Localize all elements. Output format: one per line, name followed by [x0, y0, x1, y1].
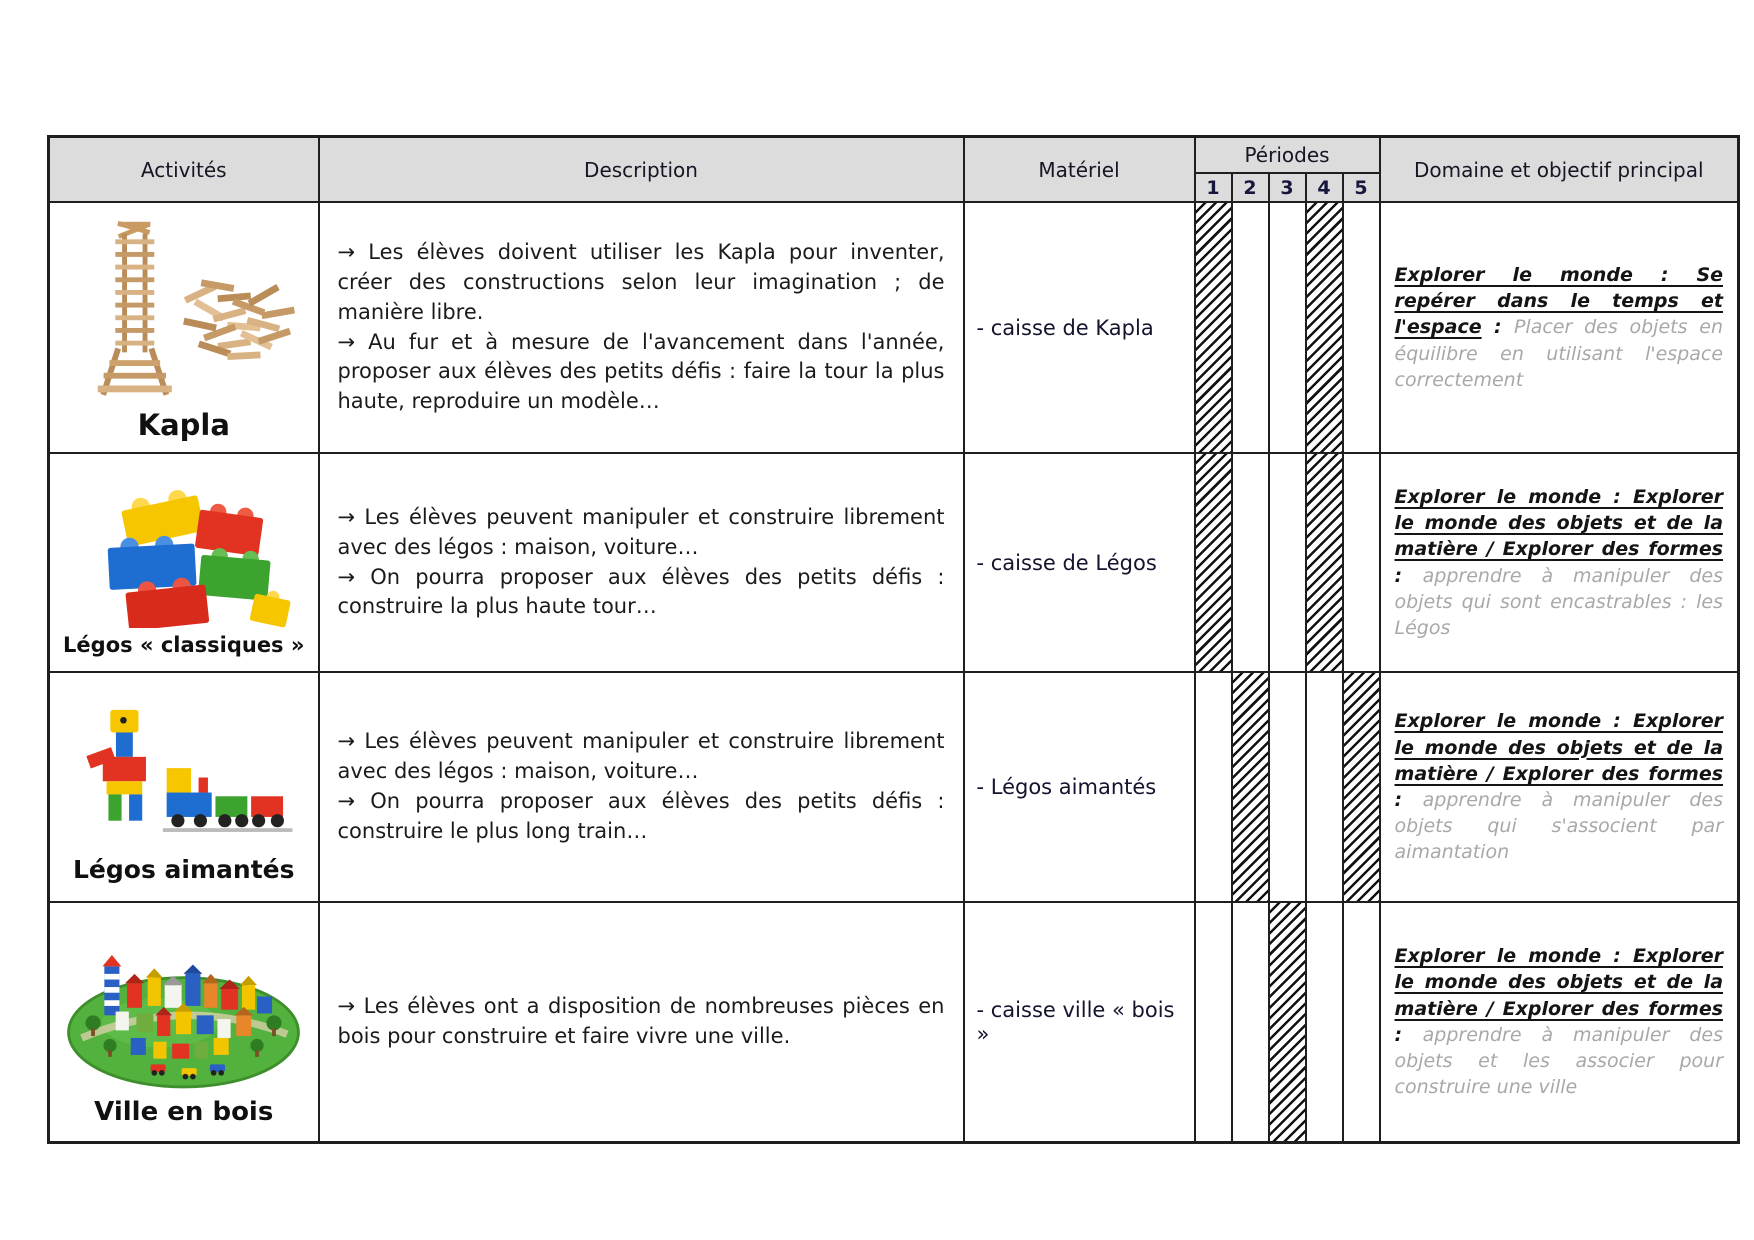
period-cell-4	[1306, 202, 1343, 453]
table-row-ville-en-bois	[49, 902, 1739, 1142]
activity-cell-legos-classiques	[49, 453, 319, 672]
column-header-domaine: Domaine et objectif principal	[1380, 137, 1739, 203]
period-cell-2	[1232, 202, 1269, 453]
period-number-2: 2	[1232, 173, 1269, 202]
period-cell-5	[1343, 902, 1380, 1142]
period-cell-1	[1195, 672, 1232, 902]
materiel-cell: - caisse de Kapla	[964, 202, 1195, 453]
description-cell	[319, 453, 964, 672]
activity-label: Légos aimantés	[73, 855, 295, 885]
period-cell-3	[1269, 902, 1306, 1142]
activity-label: Kapla	[137, 407, 230, 442]
column-header-periodes: Périodes	[1195, 137, 1380, 174]
description-cell	[319, 672, 964, 902]
table-row-kapla	[49, 202, 1739, 453]
activities-table	[47, 135, 1740, 1144]
description-paragraph: → On pourra proposer aux élèves des petits défis : construire le plus long train…	[337, 789, 945, 843]
description-paragraph: → Les élèves peuvent manipuler et construire librement avec des légos : maison, voiture…	[337, 504, 945, 559]
activity-cell-kapla	[49, 202, 319, 453]
period-number-3: 3	[1269, 173, 1306, 202]
domaine-objective: apprendre à manipuler des objets qui s'associent par aimantation	[1394, 789, 1724, 864]
duplo-bricks-photo	[71, 468, 296, 628]
table-row-legos-classiques	[49, 453, 1739, 672]
description-paragraph: → Les élèves ont a disposition de nombreuses pièces en bois pour construire et faire vivre une ville.	[337, 993, 945, 1048]
magnetic-blocks-photo	[69, 690, 299, 850]
domaine-objective: Placer des objets en équilibre en utilisant l'espace correctement	[1394, 316, 1724, 391]
activity-cell-ville-en-bois	[49, 902, 319, 1142]
domaine-title: Explorer le monde : Se repérer dans le temps et l'espace	[1394, 263, 1724, 339]
table-row-legos-aimantes	[49, 672, 1739, 902]
period-cell-5	[1343, 672, 1380, 902]
kapla-tower-photo	[66, 214, 301, 404]
period-cell-4	[1306, 672, 1343, 902]
period-cell-2	[1232, 672, 1269, 902]
activity-label: Légos « classiques »	[63, 632, 305, 657]
description-paragraph: → On pourra proposer aux élèves des petits défis : construire la plus haute tour…	[337, 564, 945, 619]
domaine-cell: Explorer le monde : Se repérer dans le temps et l'espace : Placer des objets en équilibre en utilisant l'espace correctement	[1380, 202, 1739, 453]
period-cell-3	[1269, 672, 1306, 902]
activity-label: Ville en bois	[94, 1096, 274, 1127]
domaine-cell: Explorer le monde : Explorer le monde des objets et de la matière / Explorer des formes : apprendre à manipuler des objets qui s'associent par aimantation	[1380, 672, 1739, 902]
description-paragraph: → Au fur et à mesure de l'avancement dans l'année, proposer aux élèves des petits défis : faire la tour la plus haute, reproduire un modèle…	[337, 329, 945, 414]
domaine-title: Explorer le monde : Explorer le monde des objets et de la matière / Explorer des formes	[1394, 945, 1724, 1020]
period-cell-1	[1195, 902, 1232, 1142]
period-cell-4	[1306, 902, 1343, 1142]
column-header-description: Description	[319, 137, 964, 203]
period-cell-1	[1195, 453, 1232, 672]
description-cell	[319, 202, 964, 453]
period-cell-2	[1232, 453, 1269, 672]
description-paragraph: → Les élèves doivent utiliser les Kapla pour inventer, créer des constructions selon leur imagination ; de manière libre.	[337, 240, 945, 324]
domaine-title: Explorer le monde : Explorer le monde des objets et de la matière / Explorer des formes	[1394, 485, 1724, 561]
period-number-5: 5	[1343, 173, 1380, 202]
period-number-1: 1	[1195, 173, 1232, 202]
activity-cell-legos-aimantes	[49, 672, 319, 902]
period-cell-2	[1232, 902, 1269, 1142]
column-header-activites: Activités	[49, 137, 319, 203]
period-cell-1	[1195, 202, 1232, 453]
description-cell	[319, 902, 964, 1142]
period-cell-5	[1343, 202, 1380, 453]
period-number-4: 4	[1306, 173, 1343, 202]
materiel-cell: - caisse de Légos	[964, 453, 1195, 672]
materiel-cell: - Légos aimantés	[964, 672, 1195, 902]
domaine-cell: Explorer le monde : Explorer le monde des objets et de la matière / Explorer des formes : apprendre à manipuler des objets et les associer pour construire une ville	[1380, 902, 1739, 1142]
column-header-materiel: Matériel	[964, 137, 1195, 203]
domaine-title: Explorer le monde : Explorer le monde des objets et de la matière / Explorer des formes	[1394, 710, 1724, 785]
period-cell-4	[1306, 453, 1343, 672]
domaine-objective: apprendre à manipuler des objets et les associer pour construire une ville	[1394, 1023, 1724, 1099]
materiel-cell: - caisse ville « bois »	[964, 902, 1195, 1142]
period-cell-3	[1269, 453, 1306, 672]
period-cell-3	[1269, 202, 1306, 453]
period-cell-5	[1343, 453, 1380, 672]
domaine-objective: apprendre à manipuler des objets qui sont encastrables : les Légos	[1394, 564, 1724, 639]
wooden-town-photo	[61, 917, 306, 1092]
description-paragraph: → Les élèves peuvent manipuler et construire librement avec des légos : maison, voiture…	[337, 729, 945, 784]
domaine-cell: Explorer le monde : Explorer le monde des objets et de la matière / Explorer des formes : apprendre à manipuler des objets qui sont encastrables : les Légos	[1380, 453, 1739, 672]
